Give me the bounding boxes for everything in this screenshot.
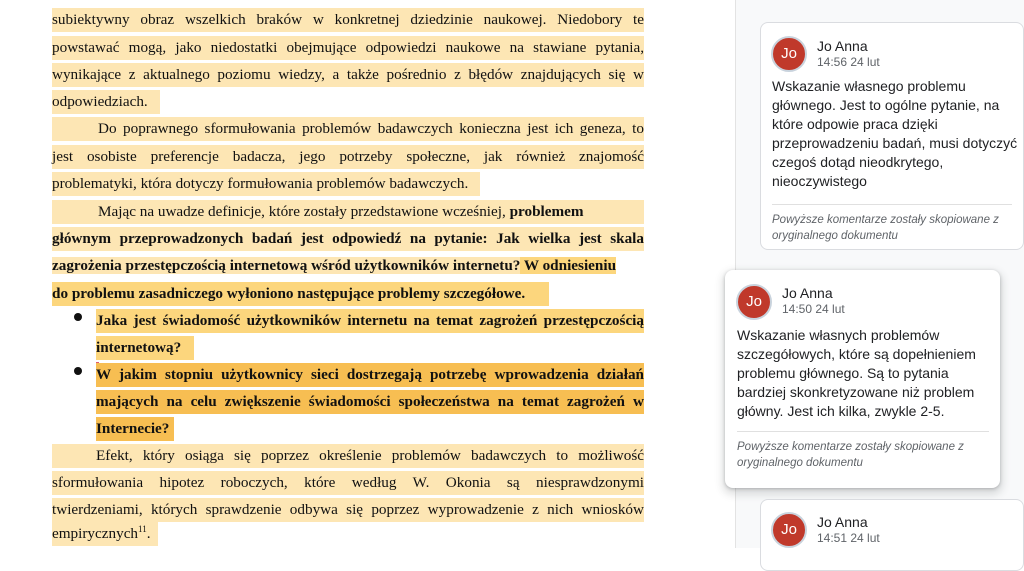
avatar: Jo <box>736 284 772 320</box>
document-line: jest osobiste preferencje badacza, jego potrzeby społeczne, jak również znajomość <box>52 145 644 169</box>
comment-author: Jo Anna <box>817 38 868 54</box>
main-problem-question: zagrożenia przestępczością internetową wśród użytkowników internetu? <box>52 257 521 274</box>
document-line: Do poprawnego sformułowania problemów badawczych konieczna jest ich geneza, to <box>52 117 644 141</box>
document-bold-run: W odniesieniu <box>520 257 617 274</box>
document-line <box>52 522 158 546</box>
comment-card-active[interactable] <box>725 270 1000 488</box>
footnote-reference[interactable]: 11 <box>138 523 147 534</box>
document-text-run: empirycznych <box>52 525 139 542</box>
document-line: W jakim stopniu użytkownicy sieci dostrzegają potrzebę wprowadzenia działań <box>96 363 644 387</box>
comment-time: 14:51 24 lut <box>817 531 880 545</box>
comment-author: Jo Anna <box>817 514 868 530</box>
comment-copy-note: Powyższe komentarze zostały skopiowane z oryginalnego dokumentu <box>772 214 999 242</box>
bullet-icon <box>74 367 82 375</box>
comment-text: Wskazanie własnego problemu głównego. Jest to ogólne pytanie, na które odpowie praca dzięki przeprowadzeniu badań, musi dotyczyć czegoś dotąd nieodkrytego, nieoczywistego <box>772 78 1018 189</box>
document-line: odpowiedziach. <box>52 90 160 114</box>
document-line: Internecie? <box>96 417 174 441</box>
comment-text: Wskazanie własnych problemów szczegółowych, które są dopełnieniem problemu głównego. Są to pytania bardziej skonkretyzowane niż problem główny. Jest ich kilka, zwykle 2-5. <box>737 327 976 419</box>
comment-card[interactable] <box>760 22 1024 250</box>
document-line: do problemu zasadniczego wyłoniono następujące problemy szczegółowe. <box>52 282 549 306</box>
document-text-run: Mając na uwadze definicje, które zostały przedstawione wcześniej, <box>98 203 510 220</box>
document-line: Jaka jest świadomość użytkowników internetu na temat zagrożeń przestępczością <box>96 309 644 333</box>
document-line: powstawać mogą, jako niedostatki obejmujące odpowiedzi naukowe na stawiane pytania, <box>52 36 644 60</box>
document-line: problematyki, która dotyczy formułowania problemów badawczych. <box>52 172 480 196</box>
document-text-run: . <box>146 525 151 542</box>
bullet-icon <box>74 313 82 321</box>
avatar: Jo <box>771 36 807 72</box>
document-line: Efekt, który osiąga się poprzez określenie problemów badawczych to możliwość <box>52 444 644 468</box>
document-line <box>52 200 644 224</box>
comment-time: 14:56 24 lut <box>817 55 880 69</box>
comment-card[interactable] <box>760 499 1024 571</box>
avatar: Jo <box>771 512 807 548</box>
divider <box>737 431 989 432</box>
comment-time: 14:50 24 lut <box>782 302 845 316</box>
document-line: mających na celu zwiększenie świadomości społeczeństwa na temat zagrożeń w <box>96 390 644 414</box>
divider <box>772 204 1012 205</box>
document-line: internetową? <box>96 336 194 360</box>
document-line: wynikające z aktualnego poziomu wiedzy, a także pośrednio z błędów znajdujących się w <box>52 63 644 87</box>
comment-copy-note: Powyższe komentarze zostały skopiowane z oryginalnego dokumentu <box>737 441 964 469</box>
document-line: sformułowania hipotez roboczych, które według W. Okonia są niesprawdzonymi <box>52 471 644 495</box>
document-line: głównym przeprowadzonych badań jest odpowiedź na pytanie: Jak wielka jest skala <box>52 227 644 251</box>
document-bold-run: problemem <box>509 203 584 220</box>
document-line <box>52 254 644 278</box>
document-line: subiektywny obraz wszelkich braków w konkretnej dziedzinie naukowej. Niedobory te <box>52 8 644 32</box>
comment-author: Jo Anna <box>782 285 833 301</box>
document-line: twierdzeniami, których sprawdzenie odbywa się poprzez wyprowadzenie z nich wniosków <box>52 498 644 522</box>
